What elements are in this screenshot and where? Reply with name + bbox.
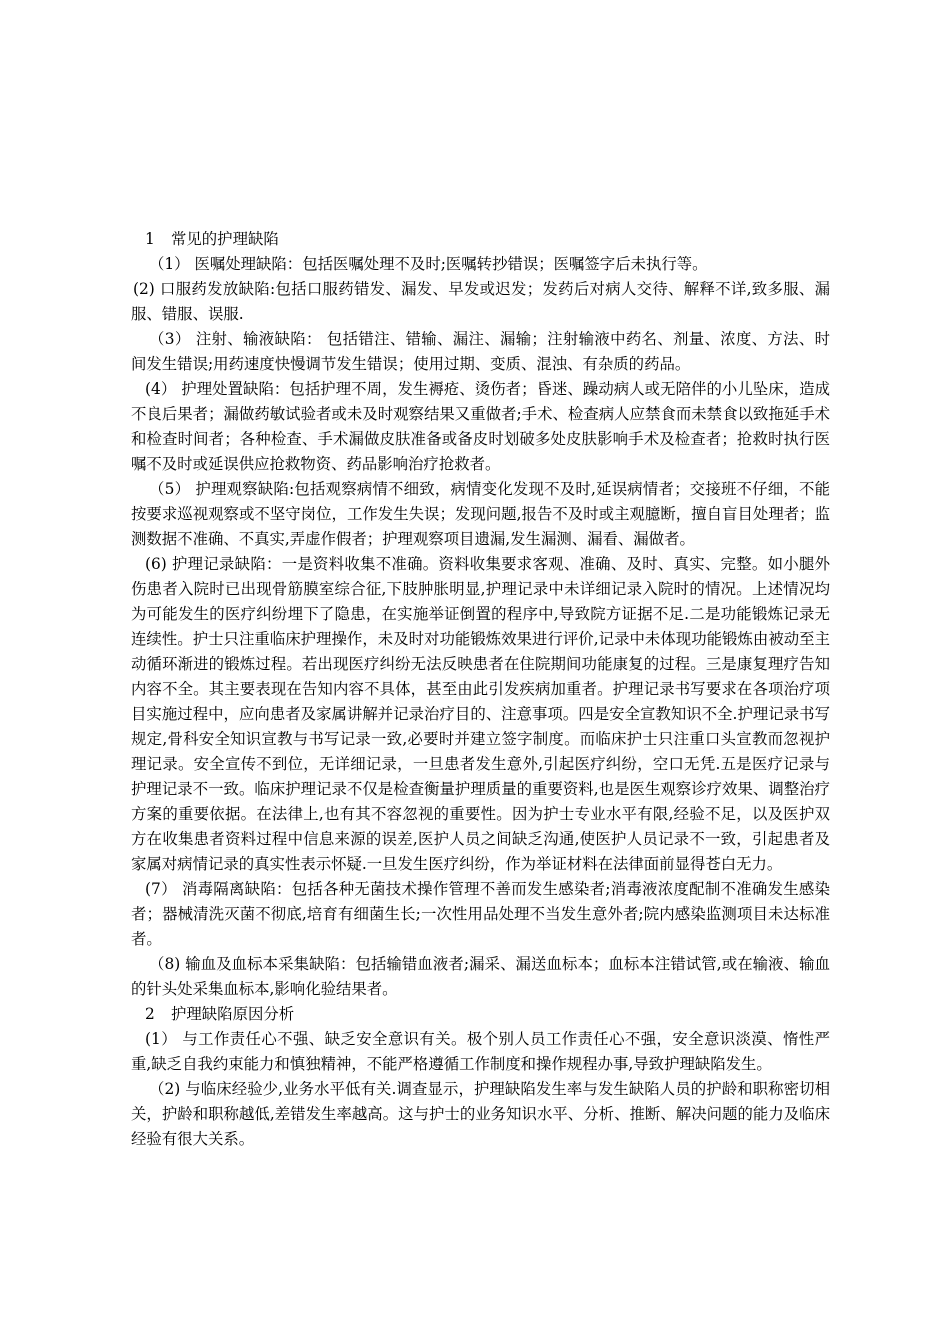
paragraph: （5） 护理观察缺陷:包括观察病情不细致，病情变化发现不及时,延误病情者；交接班不仔细，不能按要求巡视观察或不坚守岗位，工作发生失误；发现问题,报告不及时或主观臆断，擅自盲目处理者；监测数据不准确、不真实,弄虚作假者；护理观察项目遗漏,发生漏测、漏看、漏做者。 (131, 480, 830, 548)
section-heading (131, 227, 830, 252)
paragraph: (1） 与工作责任心不强、缺乏安全意识有关。极个别人员工作责任心不强，安全意识淡漠、惰性严重,缺乏自我约束能力和慎独精神，不能严格遵循工作制度和操作规程办事,导致护理缺陷发生。 (131, 1030, 830, 1073)
paragraph: （3） 注射、输液缺陷： 包括错注、错输、漏注、漏输；注射输液中药名、剂量、浓度、方法、时间发生错误;用药速度快慢调节发生错误；使用过期、变质、混浊、有杂质的药品。 (131, 330, 830, 373)
paragraph: （2) 与临床经验少,业务水平低有关.调查显示，护理缺陷发生率与发生缺陷人员的护龄和职称密切相关，护龄和职称越低,差错发生率越高。这与护士的业务知识水平、分析、推断、解决问题的能力及临床经验有很大关系。 (131, 1080, 830, 1148)
paragraph: （8) 输血及血标本采集缺陷：包括输错血液者;漏采、漏送血标本；血标本注错试管,或在输液、输血的针头处采集血标本,影响化验结果者。 (131, 955, 830, 998)
section-heading (131, 1002, 830, 1027)
section-number: 2 (145, 1005, 155, 1023)
document-body (131, 227, 830, 1152)
paragraph: （1） 医嘱处理缺陷：包括医嘱处理不及时;医嘱转抄错误；医嘱签字后未执行等。 (149, 255, 708, 273)
section-title: 常见的护理缺陷 (171, 230, 279, 248)
paragraph: (4） 护理处置缺陷：包括护理不周，发生褥疮、烫伤者；昏迷、躁动病人或无陪伴的小儿坠床，造成不良后果者；漏做药敏试验者或未及时观察结果又重做者;手术、检查病人应禁食而未禁食以致拖延手术和检查时间者；各种检查、手术漏做皮肤准备或备皮时划破多处皮肤影响手术及检查者；抢救时执行医嘱不及时或延误供应抢救物资、药品影响治疗抢救者。 (131, 380, 830, 473)
paragraph: (6) 护理记录缺陷：一是资料收集不准确。资料收集要求客观、准确、及时、真实、完整。如小腿外伤患者入院时已出现骨筋膜室综合征,下肢肿胀明显,护理记录中未详细记录入院时的情况。上述情况均为可能发生的医疗纠纷埋下了隐患，在实施举证倒置的程序中,导致院方证据不足.二是功能锻炼记录无连续性。护士只注重临床护理操作，未及时对功能锻炼效果进行评价,记录中未体现功能锻炼由被动至主动循环渐进的锻炼过程。若出现医疗纠纷无法反映患者在住院期间功能康复的过程。三是康复理疗告知内容不全。其主要表现在告知内容不具体，甚至由此引发疾病加重者。护理记录书写要求在各项治疗项目实施过程中，应向患者及家属讲解并记录治疗目的、注意事项。四是安全宣教知识不全.护理记录书写规定,骨科安全知识宣教与书写记录一致,必要时并建立签字制度。而临床护士只注重口头宣教而忽视护理记录。安全宣传不到位，无详细记录，一旦患者发生意外,引起医疗纠纷，空口无凭.五是医疗记录与护理记录不一致。临床护理记录不仅是检查衡量护理质量的重要资料,也是医生观察诊疗效果、调整治疗方案的重要依据。在法律上,也有其不容忽视的重要性。因为护士专业水平有限,经验不足，以及医护双方在收集患者资料过程中信息来源的误差,医护人员之间缺乏沟通,使医护人员记录不一致，引起患者及家属对病情记录的真实性表示怀疑.一旦发生医疗纠纷，作为举证材料在法律面前显得苍白无力。 (131, 555, 830, 873)
paragraph: (2) 口服药发放缺陷:包括口服药错发、漏发、早发或迟发；发药后对病人交待、解释不详,致多服、漏服、错服、误服. (131, 280, 830, 323)
section-title: 护理缺陷原因分析 (171, 1005, 295, 1023)
paragraph: (7） 消毒隔离缺陷：包括各种无菌技术操作管理不善而发生感染者;消毒液浓度配制不准确发生感染者；器械清洗灭菌不彻底,培育有细菌生长;一次性用品处理不当发生意外者;院内感染监测项目未达标准者。 (131, 880, 830, 948)
section-number: 1 (145, 230, 155, 248)
